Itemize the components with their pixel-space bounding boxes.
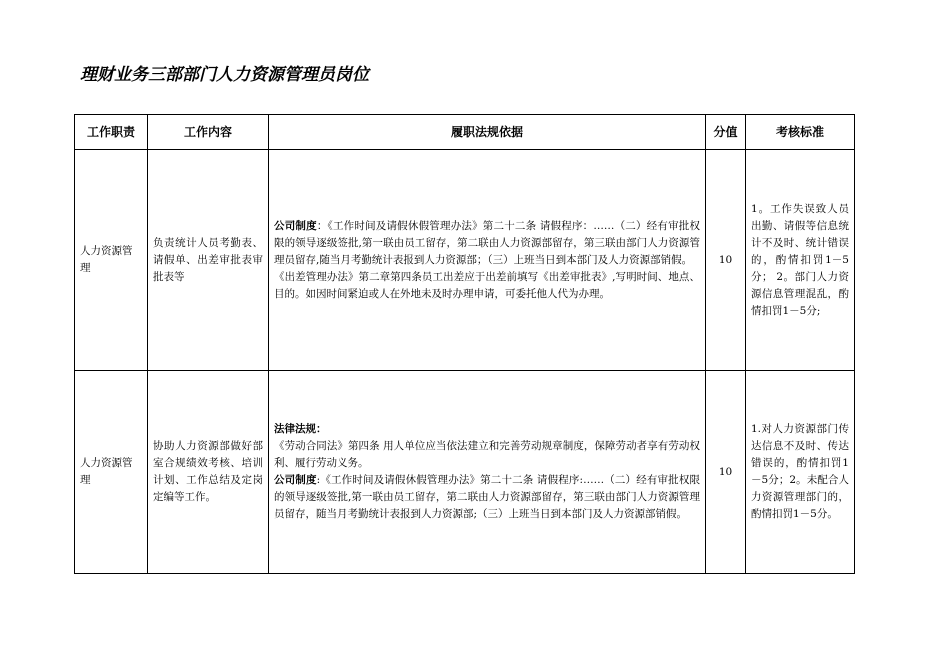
cell-criteria: 1。工作失误致人员出勤、请假等信息统计不及时、统计错误的，酌情扣罚1－5分； 2。部门人力资源信息管理混乱，酌情扣罚1－5分; [746, 150, 855, 371]
cell-content: 负责统计人员考勤表、请假单、出差审批表审批表等 [148, 150, 269, 371]
cell-duty: 人力资源管理 [75, 150, 148, 371]
basis-text: 《出差管理办法》第二章第四条员工出差应于出差前填写《出差审批表》,写明时间、地点、目的。如因时间紧迫或人在外地未及时办理申请，可委托他人代为办理。 [274, 270, 700, 300]
basis-text: ：《工作时间及请假休假管理办法》第二十二条 请假程序：……（二）经有审批权限的领导逐级签批,第一联由员工留存，第二联由人力资源部留存，第三联由部门人力资源管理员留存,随当月考勤统计表报到人力资源部；（三）上班当日到本部门及人力资源部销假。 [274, 219, 700, 266]
cell-score: 10 [706, 150, 746, 371]
header-score: 分值 [706, 115, 746, 150]
cell-content: 协助人力资源部做好部室合规绩效考核、培训计划、工作总结及定岗定编等工作。 [148, 371, 269, 574]
duty-table [74, 114, 855, 574]
table-header-row [75, 115, 855, 150]
cell-criteria: 1.对人力资源部门传达信息不及时、传达错误的，酌情扣罚1－5分；2。未配合人力资源管理部门的，酌情扣罚1－5分。 [746, 371, 855, 574]
basis-label: 法律法规： [274, 423, 327, 435]
table-row [75, 150, 855, 371]
cell-basis [269, 371, 706, 574]
basis-text: :《工作时间及请假休假管理办法》第二十二条 请假程序:……（二）经有审批权限的领导逐级签批,第一联由员工留存，第二联由人力资源部留存，第三联由部门人力资源管理员留存，随当月考勤统计表报到人力资源部;（三）上班当日到本部门及人力资源部销假。 [274, 474, 700, 520]
header-duty: 工作职责 [75, 115, 148, 150]
table-row [75, 371, 855, 574]
cell-duty: 人力资源管理 [75, 371, 148, 574]
cell-basis [269, 150, 706, 371]
basis-label: 公司制度 [274, 219, 317, 232]
header-criteria: 考核标准 [746, 115, 855, 150]
basis-label: 公司制度 [274, 474, 317, 486]
basis-text: 《劳动合同法》第四条 用人单位应当依法建立和完善劳动规章制度，保障劳动者享有劳动权利、履行劳动义务。 [274, 440, 700, 469]
page-title: 理财业务三部部门人力资源管理员岗位 [80, 65, 369, 85]
cell-score: 10 [706, 371, 746, 574]
header-basis: 履职法规依据 [269, 115, 706, 150]
header-content: 工作内容 [148, 115, 269, 150]
